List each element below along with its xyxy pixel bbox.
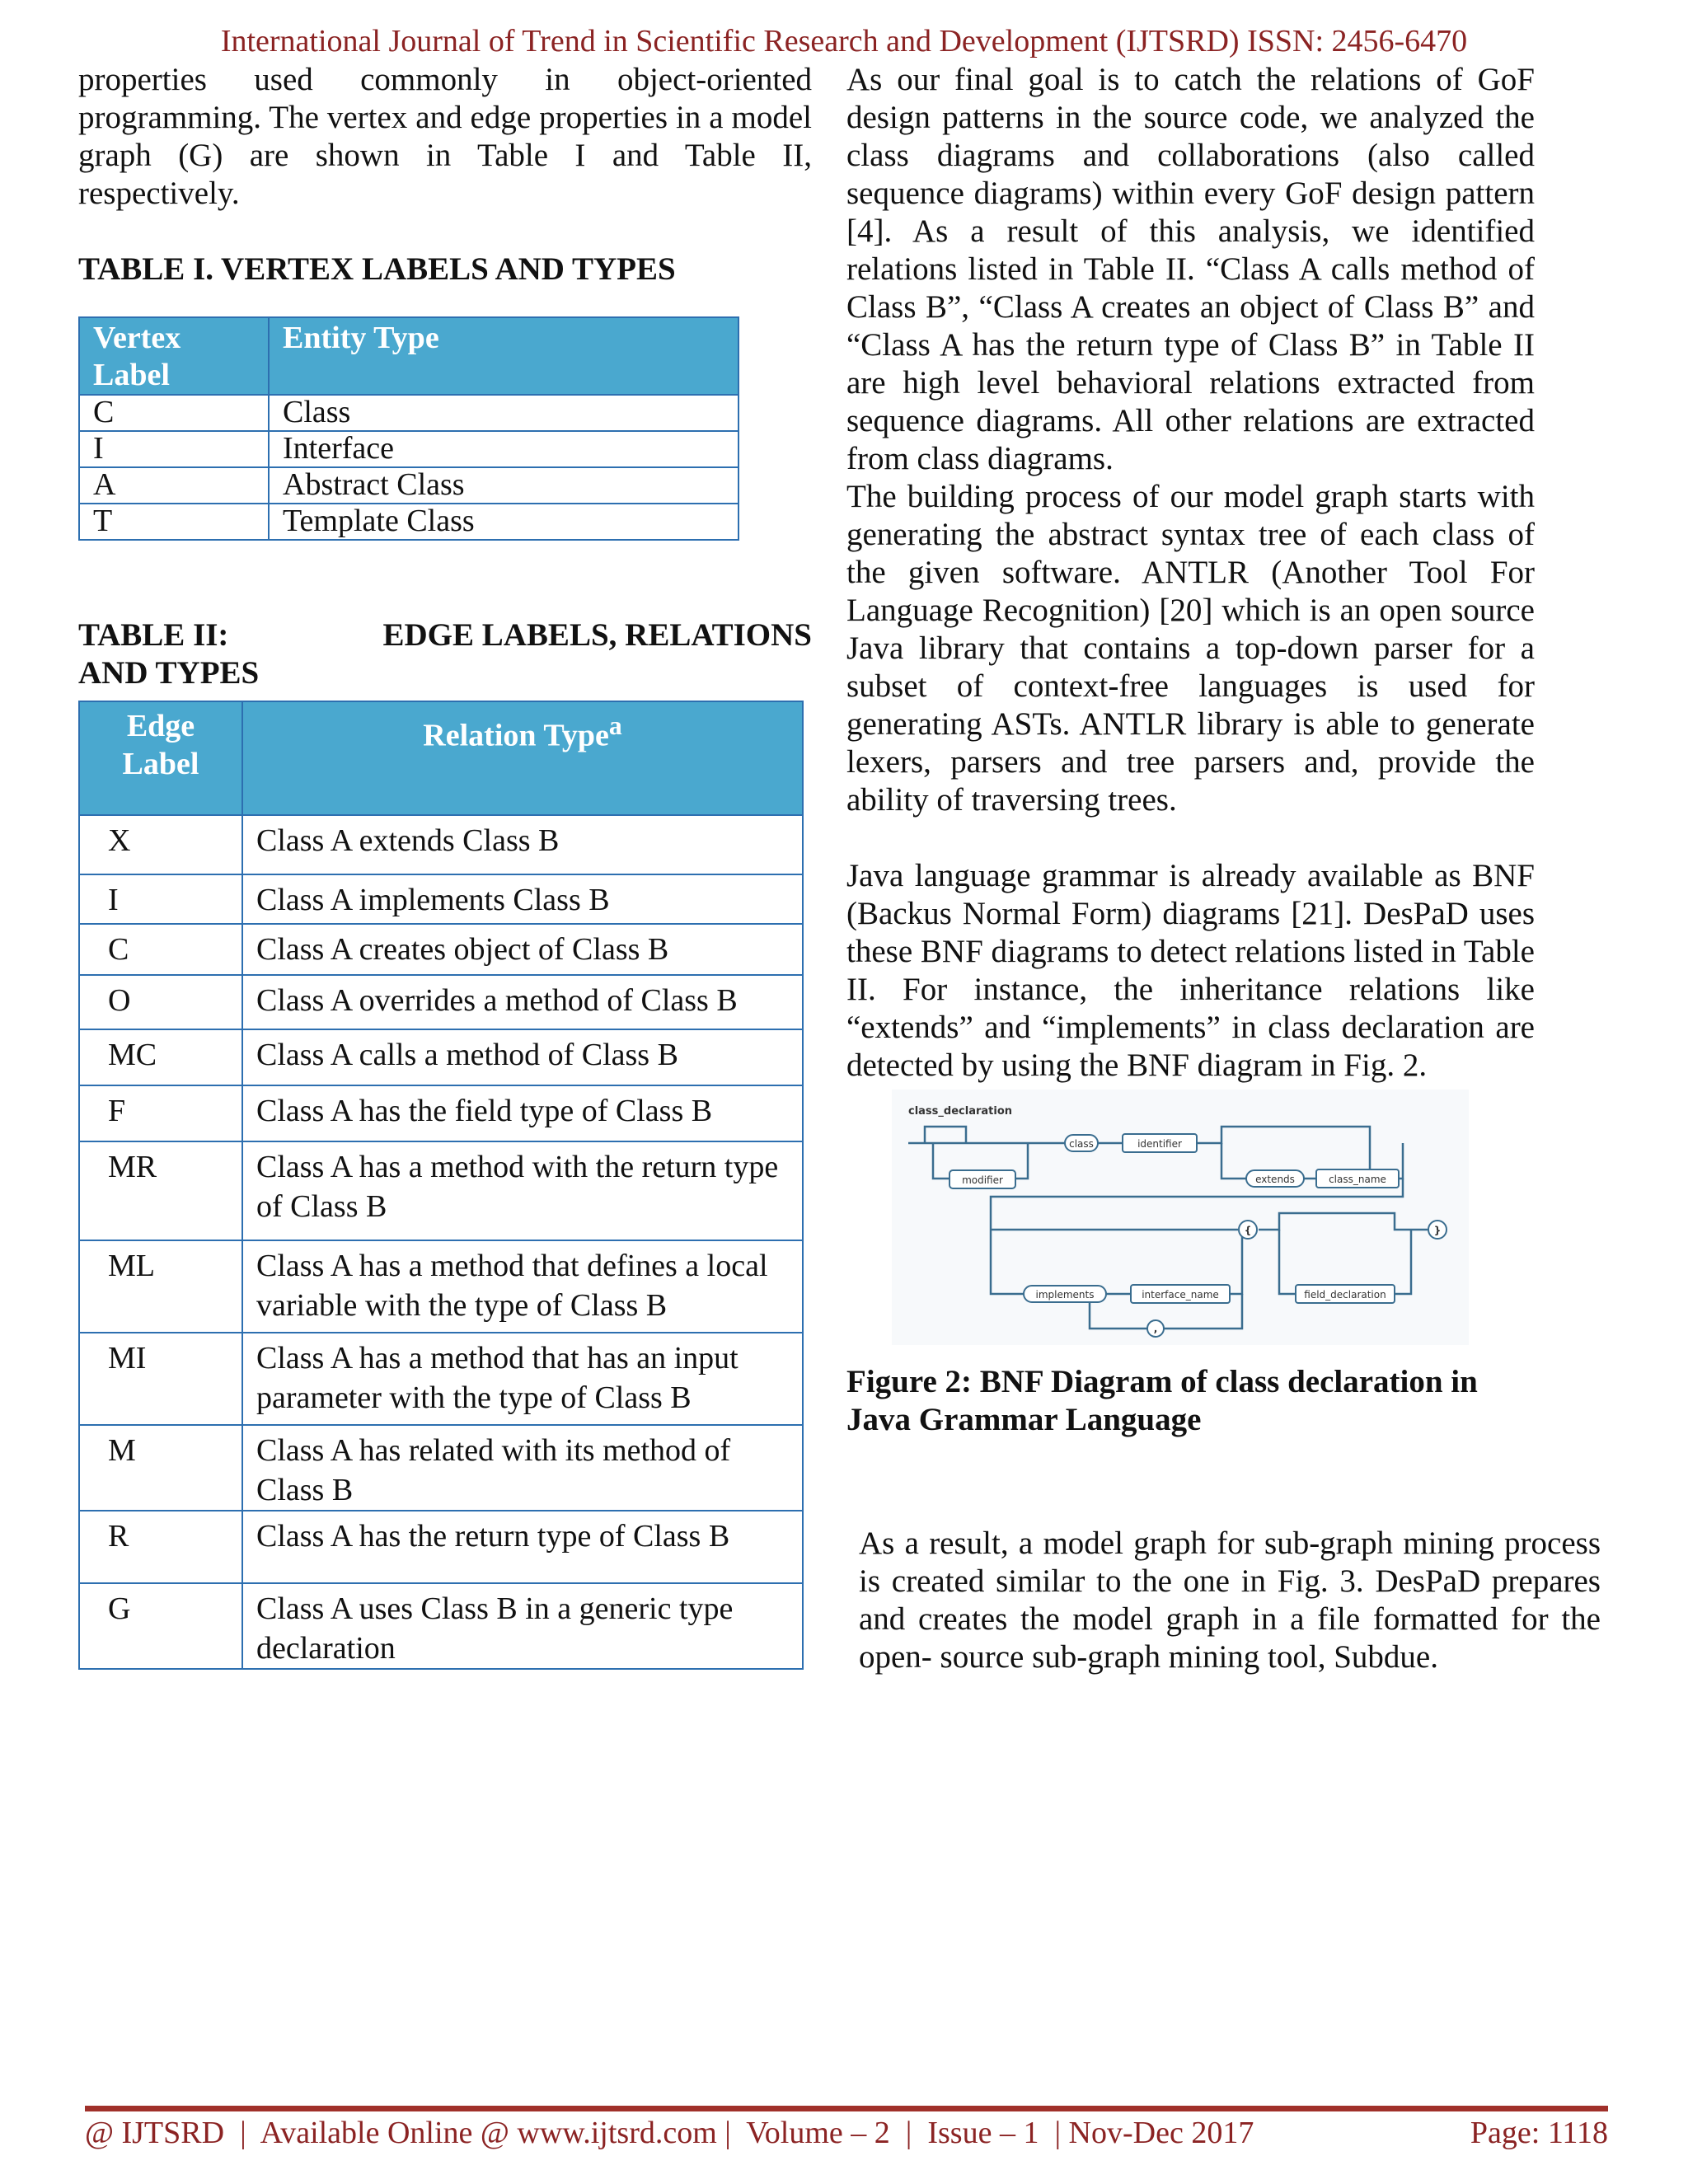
edge-label-cell: M bbox=[79, 1425, 242, 1511]
page-footer bbox=[85, 2115, 1608, 2151]
paragraph-model-graph-result: As a result, a model graph for sub-graph mining process is created similar to the one in Fig. 3. DesPaD prepares and creates the model graph in a file formatted for the open- source sub-graph mining tool, Subdue. bbox=[859, 1526, 1601, 1675]
table-row bbox=[79, 1583, 803, 1669]
relation-type-cell: Class A has a method with the return type of Class B bbox=[242, 1141, 803, 1240]
relation-type-cell: Class A overrides a method of Class B bbox=[242, 975, 803, 1029]
vertex-label-cell: I bbox=[79, 431, 269, 467]
paragraph-model-building: The building process of our model graph starts with generating the abstract syntax tree of each class of the given software. ANTLR (Another Tool For Language Recognition) [20] which is an open source Java library that contains a top-down parser for a subset of context-free languages is used for generating ASTs. ANTLR library is able to generate lexers, parsers and tree parsers and, provide the ability of traversing trees. bbox=[846, 479, 1535, 818]
node-modifier: modifier bbox=[962, 1174, 1003, 1186]
paragraph-bnf-grammar: Java language grammar is already available as BNF (Backus Normal Form) diagrams [21]. DesPaD uses these BNF diagrams to detect relations listed in Table II. For instance, the inheritance relations like “extends” and “implements” in class declaration are detected by using the BNF diagram in Fig. 2. bbox=[846, 858, 1535, 1083]
table1-caption: TABLE I. VERTEX LABELS AND TYPES bbox=[78, 251, 676, 287]
table2-caption-title: EDGE LABELS, RELATIONS bbox=[382, 617, 812, 653]
relation-type-cell: Class A uses Class B in a generic type declaration bbox=[242, 1583, 803, 1669]
relation-type-cell: Class A has related with its method of Class B bbox=[242, 1425, 803, 1511]
relation-type-text: Relation Type bbox=[423, 718, 609, 753]
table-row bbox=[79, 1141, 803, 1240]
edge-label-cell: F bbox=[79, 1085, 242, 1141]
node-left-brace: { bbox=[1244, 1225, 1252, 1236]
vertex-label-cell: A bbox=[79, 467, 269, 504]
bnf-diagram bbox=[892, 1090, 1469, 1345]
edge-label-cell: I bbox=[79, 874, 242, 924]
edge-label-cell: MR bbox=[79, 1141, 242, 1240]
node-right-brace: } bbox=[1433, 1225, 1442, 1236]
bnf-diagram-figure bbox=[892, 1090, 1469, 1345]
paragraph-gof-relations: As our final goal is to catch the relations of GoF design patterns in the source code, we analyzed the class diagrams and collaborations (also called sequence diagrams) within every GoF design pattern [4]. As a result of this analysis, we identified relations listed in Table II. “Class A calls method of Class B”, “Class A creates an object of Class B” and “Class A has the return type of Class B” in Table II are high level behavioral relations extracted from sequence diagrams. All other relations are extracted from class diagrams. bbox=[846, 62, 1535, 476]
relation-type-cell: Class A has a method that defines a local variable with the type of Class B bbox=[242, 1240, 803, 1333]
node-comma: , bbox=[1153, 1323, 1158, 1334]
table-header-row bbox=[79, 317, 738, 395]
table-header-row bbox=[79, 701, 803, 815]
entity-type-cell: Interface bbox=[269, 431, 738, 467]
relation-type-cell: Class A has a method that has an input parameter with the type of Class B bbox=[242, 1333, 803, 1425]
relation-type-cell: Class A calls a method of Class B bbox=[242, 1029, 803, 1085]
footnote-marker: a bbox=[608, 711, 622, 740]
figure2-caption: Figure 2: BNF Diagram of class declaration in Java Grammar Language bbox=[846, 1364, 1478, 1437]
page-number: Page: 1118 bbox=[1470, 2116, 1608, 2150]
edge-label-cell: O bbox=[79, 975, 242, 1029]
header-vertex-label: Vertex Label bbox=[79, 317, 269, 395]
relation-type-cell: Class A implements Class B bbox=[242, 874, 803, 924]
intro-paragraph: properties used commonly in object-oriented programming. The vertex and edge properties in a model graph (G) are shown in Table I and Table II, respectively. bbox=[78, 62, 812, 211]
node-implements: implements bbox=[1035, 1289, 1095, 1301]
table-row bbox=[79, 1511, 803, 1583]
edge-label-cell: ML bbox=[79, 1240, 242, 1333]
table-row bbox=[79, 874, 803, 924]
footer-text: @ IJTSRD | Available Online @ www.ijtsrd.com | Volume – 2 | Issue – 1 | Nov-Dec 2017 bbox=[85, 2116, 1254, 2150]
entity-type-cell: Template Class bbox=[269, 504, 738, 540]
table-row bbox=[79, 467, 738, 504]
relation-type-cell: Class A extends Class B bbox=[242, 815, 803, 874]
edge-label-cell: C bbox=[79, 924, 242, 975]
node-class: class bbox=[1069, 1138, 1094, 1150]
relation-type-cell: Class A has the field type of Class B bbox=[242, 1085, 803, 1141]
relation-type-cell: Class A creates object of Class B bbox=[242, 924, 803, 975]
edge-labels-table bbox=[78, 701, 804, 1670]
entity-type-cell: Abstract Class bbox=[269, 467, 738, 504]
edge-label-cell: MI bbox=[79, 1333, 242, 1425]
edge-label-cell: MC bbox=[79, 1029, 242, 1085]
table-row bbox=[79, 431, 738, 467]
table-row bbox=[79, 924, 803, 975]
header-edge-label: Edge Label bbox=[79, 701, 242, 815]
node-identifier: identifier bbox=[1137, 1138, 1182, 1150]
left-column bbox=[78, 61, 812, 1670]
journal-header: International Journal of Trend in Scientific Research and Development (IJTSRD) ISSN: 2456-6470 bbox=[220, 24, 1468, 59]
vertex-labels-table bbox=[78, 316, 739, 541]
node-field-declaration: field_declaration bbox=[1304, 1289, 1386, 1301]
table-row bbox=[79, 504, 738, 540]
table2-caption-number: TABLE II: bbox=[78, 617, 229, 653]
table-row bbox=[79, 1425, 803, 1511]
vertex-label-cell: T bbox=[79, 504, 269, 540]
table-row bbox=[79, 975, 803, 1029]
header-entity-type: Entity Type bbox=[269, 317, 738, 395]
node-interface-name: interface_name bbox=[1142, 1289, 1219, 1301]
table2-caption-line2: AND TYPES bbox=[78, 655, 260, 691]
edge-label-cell: G bbox=[79, 1583, 242, 1669]
table-row bbox=[79, 395, 738, 431]
node-class-name: class_name bbox=[1329, 1174, 1386, 1185]
right-column bbox=[846, 61, 1601, 1676]
diagram-title: class_declaration bbox=[908, 1105, 1013, 1118]
edge-label-cell: X bbox=[79, 815, 242, 874]
table-row bbox=[79, 815, 803, 874]
table-row bbox=[79, 1333, 803, 1425]
edge-label-cell: R bbox=[79, 1511, 242, 1583]
footer-rule bbox=[85, 2106, 1608, 2111]
table-row bbox=[79, 1029, 803, 1085]
vertex-label-cell: C bbox=[79, 395, 269, 431]
node-extends: extends bbox=[1255, 1174, 1295, 1185]
entity-type-cell: Class bbox=[269, 395, 738, 431]
table2-caption bbox=[78, 616, 812, 654]
header-relation-type bbox=[242, 701, 803, 815]
relation-type-cell: Class A has the return type of Class B bbox=[242, 1511, 803, 1583]
table-row bbox=[79, 1085, 803, 1141]
table-row bbox=[79, 1240, 803, 1333]
